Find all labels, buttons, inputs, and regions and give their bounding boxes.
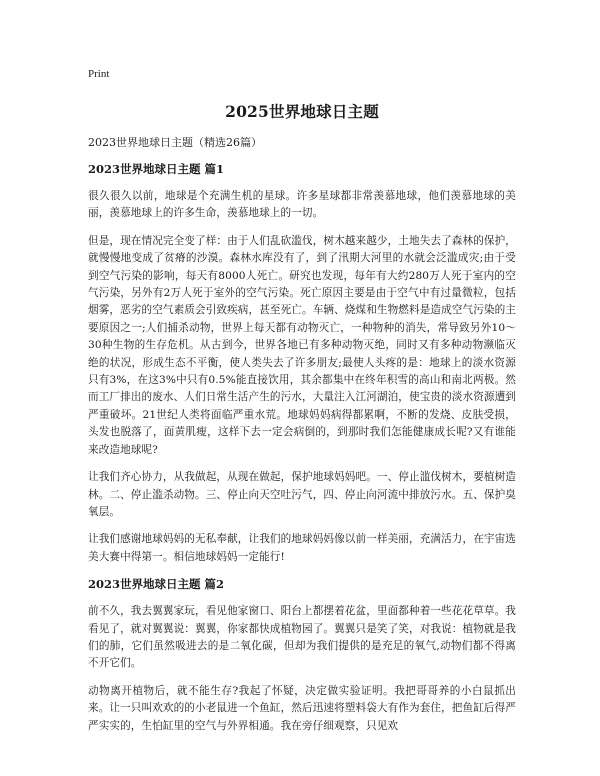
section-2 xyxy=(88,576,516,735)
section-heading: 2023世界地球日主题 篇1 xyxy=(88,162,225,176)
section-1 xyxy=(88,161,516,566)
section-heading: 2023世界地球日主题 篇2 xyxy=(88,577,225,592)
document-subtitle: 2023世界地球日主题（精选26篇） xyxy=(88,136,262,149)
paragraph: 前不久，我去翼翼家玩，看见他家窗口、阳台上都摆着花盆，里面都种着一些花花草草。我看见了，就对翼翼说：翼翼，你家都快成植物园了。翼翼只是笑了笑，对我说：植物就是我们的肺，它们虽然吸进去的是二氧化碳，但却为我们提供的是充足的氧气,动物们都不得离不开它们。 xyxy=(88,605,516,670)
paragraph: 很久很久以前，地球是个充满生机的星球。许多星球都非常羡慕地球，他们羡慕地球的美丽，羡慕地球上的许多生命，羡慕地球上的一切。 xyxy=(88,190,516,220)
paragraph: 但是，现在情况完全变了样：由于人们乱砍滥伐，树木越来越少，土地失去了森林的保护，就慢慢地变成了贫瘠的沙漠。森林水库没有了，到了汛期大河里的水就会泛滥成灾;由于受到空气污染的影响，每天有8000人死亡。研究也发现，每年有大约280万人死于室内的空气污染，另外有2万人死于室外的空气污染。死亡原因主要是由于空气中有过量微粒，包括烟雾，恶劣的空气素质会引致疾病，甚至死亡。车辆、烧煤和生物燃料是造成空气污染的主要原因之一;人们捕杀动物，世界上每天都有动物灭亡，一种物种的消失，常导致另外10～30种生物的生存危机。从古到今，世界各地已有多种动物灭绝，同时又有多种动物濒临灭绝的状况，形成生态不平衡，使人类失去了许多朋友;最使人头疼的是：地球上的淡水资源只有3%，在这3%中只有0.5%能直接饮用，其余都集中在终年积雪的高山和南北两极。然而工厂排出的废水、人们日常生活产生的污水，大量注入江河湖泊，使宝贵的淡水资源遭到严重破坏。21世纪人类将面临严重水荒。地球妈妈病得都累啊，不断的发烧、皮肤受损，头发也脱落了，面黄肌瘦，这样下去一定会病倒的，到那时我们怎能健康成长呢?又有谁能来改造地球呢? xyxy=(88,234,516,456)
paragraph: 动物离开植物后，就不能生存?我起了怀疑，决定做实验证明。我把哥哥养的小白鼠抓出来。让一只叫欢欢的的小老鼠进一个鱼缸，然后迅速将塑料袋大有作为套住，把鱼缸后得严严实实的，生怕缸里的空气与外界相通。我在旁仔细观察，只见欢 xyxy=(88,684,516,732)
paragraph: 让我们齐心协力，从我做起，从现在做起，保护地球妈妈吧。一、停止滥伐树木，要植树造林。二、停止滥杀动物。三、停止向天空吐污气，四、停止向河流中排放污水。五、保护臭氧层。 xyxy=(88,471,516,518)
document-title: 2025世界地球日主题 xyxy=(225,102,379,121)
print-label: Print xyxy=(88,68,110,80)
document-page xyxy=(88,68,516,745)
paragraph: 让我们感谢地球妈妈的无私奉献，让我们的地球妈妈像以前一样美丽，充满活力，在宇宙选美大赛中得第一。相信地球妈妈一定能行! xyxy=(88,533,516,563)
